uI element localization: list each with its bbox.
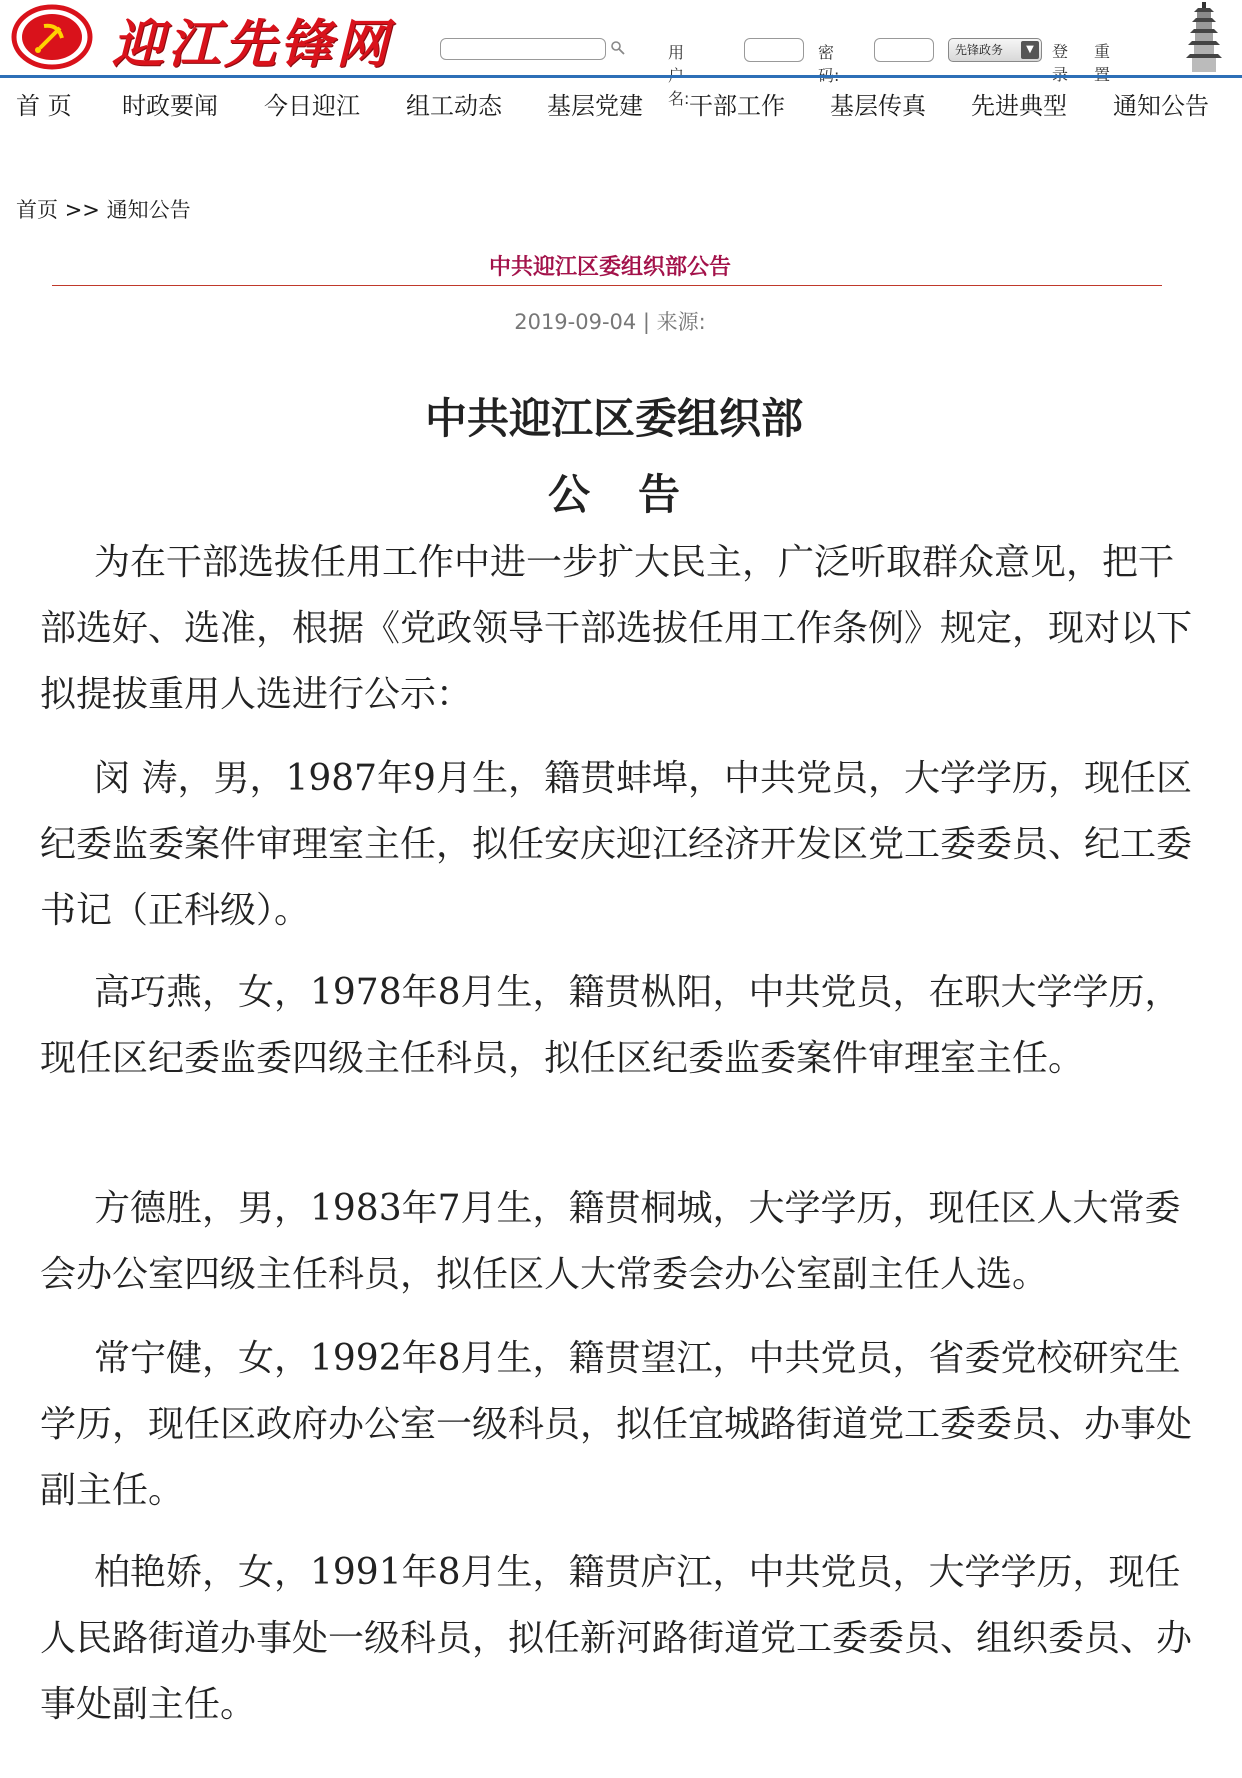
breadcrumb-current-link[interactable]: 通知公告: [106, 198, 191, 222]
login-button[interactable]: 登: [1052, 42, 1073, 61]
headline-divider: [52, 285, 1162, 286]
header-divider: [0, 75, 1242, 78]
paragraph-candidate: 方德胜，男，1983年7月生，籍贯桐城，大学学历，现任区人大常委会办公室四级主任科员，拟任区人大常委会办公室副主任人选。: [40, 1188, 1181, 1295]
breadcrumb-separator: >>: [64, 198, 100, 222]
breadcrumb: [16, 194, 191, 224]
site-select-value: 先锋政务: [955, 43, 1004, 57]
chevron-down-icon: ▼: [1021, 41, 1039, 59]
article-meta: 2019-09-04 | 来源:: [514, 310, 706, 334]
main-nav: [0, 86, 1242, 126]
party-emblem-icon: [10, 4, 94, 70]
document-subtitle: 公告: [547, 470, 728, 519]
document-title: 中共迎江区委组织部: [424, 394, 803, 443]
password-input[interactable]: [874, 38, 934, 62]
site-logo-title[interactable]: 迎江先锋网: [112, 14, 393, 75]
paragraph-candidate: 柏艳娇，女，1991年8月生，籍贯庐江，中共党员，大学学历，现任人民路街道办事处一级科员，拟任新河路街道党工委委员、组织委员、办事处副主任。: [40, 1552, 1193, 1725]
article-headline: 中共迎江区委组织部公告: [488, 255, 731, 280]
username-label: 用 名:: [668, 43, 690, 108]
search-icon[interactable]: [610, 40, 626, 56]
breadcrumb-home-link[interactable]: 首页: [16, 198, 58, 222]
nav-item-notices[interactable]: 通知公告: [1113, 92, 1209, 120]
nav-item-politics[interactable]: 时政要闻: [122, 92, 218, 120]
paragraph-intro: 为在干部选拔任用工作中进一步扩大民主，广泛听取群众意见，把干部选好、选准，根据《党政领导干部选拔任用工作条例》规定，现对以下拟提拔重用人选进行公示：: [40, 542, 1193, 715]
pagoda-icon: [1182, 2, 1226, 74]
reset-button[interactable]: 重: [1094, 42, 1115, 61]
nav-item-models[interactable]: 先进典型: [971, 92, 1067, 120]
nav-item-cadre-work[interactable]: 干部工作: [689, 92, 785, 120]
password-label: 密: [818, 43, 835, 62]
site-select[interactable]: [948, 38, 1042, 62]
username-input[interactable]: [744, 38, 804, 62]
paragraph-candidate: 闵 涛，男，1987年9月生，籍贯蚌埠，中共党员，大学学历，现任区纪委监委案件审理室主任，拟任安庆迎江经济开发区党工委委员、纪工委书记（正科级）。: [40, 758, 1193, 931]
search-input[interactable]: [440, 38, 606, 60]
paragraph-candidate: 高巧燕，女，1978年8月生，籍贯枞阳，中共党员，在职大学学历，现任区纪委监委四级主任科员，拟任区纪委监委案件审理室主任。: [40, 972, 1181, 1079]
nav-item-party-building[interactable]: 基层党建: [547, 92, 643, 120]
nav-item-today[interactable]: 今日迎江: [264, 92, 360, 120]
paragraph-candidate: 常宁健，女，1992年8月生，籍贯望江，中共党员，省委党校研究生学历，现任区政府办公室一级科员，拟任宜城路街道党工委委员、办事处副主任。: [40, 1338, 1193, 1511]
nav-item-home[interactable]: 首 页: [16, 92, 72, 120]
nav-item-org-news[interactable]: 组工动态: [406, 92, 502, 120]
nav-item-grassroots[interactable]: 基层传真: [830, 92, 926, 120]
